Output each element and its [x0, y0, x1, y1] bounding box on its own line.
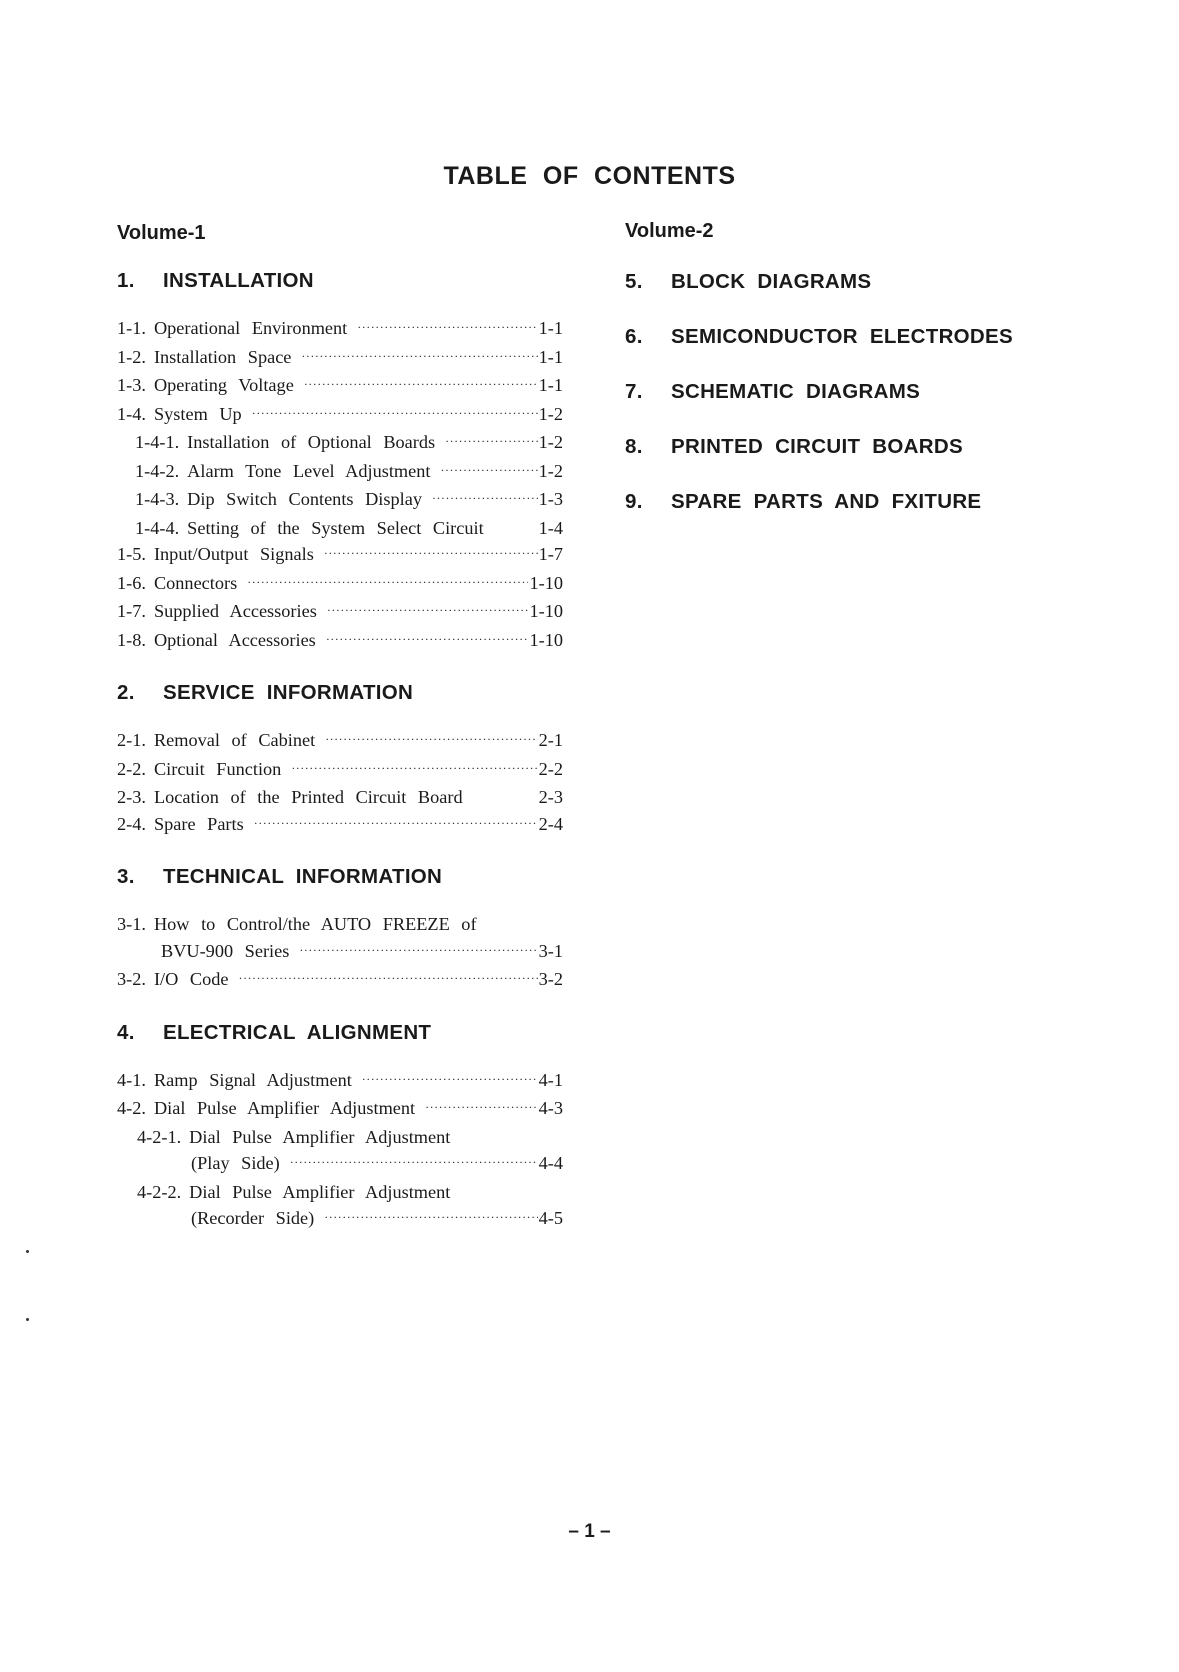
entry-label: Removal of Cabinet [153, 730, 316, 750]
section-number: 2. [117, 681, 135, 704]
entry-number: 1-4-2. [135, 460, 180, 481]
entry-page: 3-1 [538, 940, 563, 961]
toc-subentry-continuation[interactable] [117, 1205, 563, 1234]
section-title: SERVICE INFORMATION [163, 681, 414, 704]
entry-label: Connectors [153, 572, 238, 593]
page-number: – 1 – [568, 1521, 611, 1542]
section-2-heading [117, 681, 577, 705]
entry-label: Operating Voltage [153, 375, 294, 395]
entry-page: 1-1 [538, 318, 563, 338]
entry-page: 4-3 [538, 1098, 563, 1118]
toc-subentry-continuation[interactable] [117, 1150, 563, 1179]
toc-entry[interactable] [117, 1095, 563, 1124]
toc-section-6[interactable] [625, 325, 1085, 349]
entry-label: Spare Parts [153, 813, 244, 834]
dot-leader [254, 810, 538, 837]
toc-subentry-first-line[interactable] [117, 1179, 563, 1206]
section-title: SPARE PARTS AND FXITURE [671, 490, 982, 513]
section-4-heading [117, 1021, 577, 1045]
section-4-entries [117, 1067, 577, 1234]
toc-subentry[interactable] [117, 429, 563, 458]
dot-leader [252, 400, 538, 427]
section-1-heading [117, 269, 577, 293]
entry-page: 1-4 [538, 517, 563, 538]
section-number: 9. [625, 490, 643, 513]
dot-leader [362, 1066, 538, 1093]
toc-subentry-first-line[interactable] [117, 1124, 563, 1151]
entry-page: 4-4 [538, 1153, 563, 1173]
entry-number: 1-3. [117, 375, 146, 395]
dot-leader [304, 371, 538, 398]
entry-label: Optional Accessories [153, 629, 316, 650]
entry-label: Dial Pulse Amplifier Adjustment [189, 1126, 451, 1147]
entry-page: 1-7 [538, 544, 563, 564]
section-2-entries [117, 727, 577, 839]
toc-entry[interactable] [117, 966, 563, 995]
dot-leader [324, 1204, 537, 1231]
toc-entry[interactable] [117, 627, 563, 656]
toc-entry[interactable] [117, 401, 563, 430]
entry-number: 1-1. [117, 318, 146, 338]
entry-number: 2-4. [117, 813, 146, 834]
toc-entry[interactable] [117, 811, 563, 840]
dot-leader [238, 965, 537, 992]
entry-number: 2-1. [117, 730, 146, 750]
entry-number: 4-2-2. [137, 1181, 182, 1202]
entry-number: 1-5. [117, 544, 146, 564]
entry-page: 2-3 [538, 787, 563, 807]
entry-label: Dip Switch Contents Display [187, 489, 422, 509]
entry-page: 4-5 [538, 1208, 563, 1228]
toc-entry-first-line[interactable] [117, 911, 563, 938]
entry-number: 1-8. [117, 629, 146, 650]
toc-entry[interactable] [117, 541, 563, 570]
entry-page: 1-10 [529, 601, 563, 621]
toc-subentry[interactable] [117, 515, 563, 542]
section-number: 5. [625, 270, 643, 293]
toc-subentry[interactable] [117, 486, 563, 515]
section-title: SEMICONDUCTOR ELECTRODES [671, 325, 1013, 348]
entry-label: I/O Code [153, 969, 229, 989]
section-title: PRINTED CIRCUIT BOARDS [671, 435, 963, 458]
scan-speck [26, 1318, 29, 1321]
entry-label: Location of the Printed Circuit Board [153, 787, 463, 807]
entry-label: Circuit Function [153, 758, 282, 779]
entry-label: System Up [153, 403, 242, 424]
entry-number: 1-4-4. [135, 517, 180, 538]
section-3-heading [117, 865, 577, 889]
entry-page: 2-2 [538, 758, 563, 779]
toc-entry-continuation[interactable] [117, 938, 563, 967]
entry-page: 1-10 [529, 629, 563, 650]
volume-2-column [625, 220, 1085, 545]
section-title: INSTALLATION [163, 269, 314, 292]
entry-page: 1-10 [529, 572, 563, 593]
entry-number: 1-4. [117, 403, 146, 424]
toc-entry[interactable] [117, 372, 563, 401]
scan-speck [26, 1250, 29, 1253]
dot-leader [432, 485, 538, 512]
entry-number: 1-6. [117, 572, 146, 593]
entry-page: 1-1 [538, 375, 563, 395]
dot-leader [301, 343, 537, 370]
section-number: 3. [117, 865, 135, 888]
toc-entry[interactable] [117, 344, 563, 373]
dot-leader [357, 314, 537, 341]
dot-leader [326, 626, 529, 653]
toc-section-5[interactable] [625, 270, 1085, 294]
section-number: 1. [117, 269, 135, 292]
toc-entry[interactable] [117, 784, 563, 811]
entry-number: 4-2-1. [137, 1126, 182, 1147]
entry-page: 1-1 [538, 346, 563, 367]
entry-page: 1-2 [538, 460, 563, 481]
toc-entry[interactable] [117, 570, 563, 599]
entry-page: 1-3 [538, 489, 563, 509]
toc-entry[interactable] [117, 598, 563, 627]
entry-label: Dial Pulse Amplifier Adjustment [189, 1181, 451, 1202]
entry-label: Installation Space [153, 346, 292, 367]
section-title: ELECTRICAL ALIGNMENT [163, 1020, 432, 1044]
dot-leader [247, 569, 528, 596]
entry-label-continuation: BVU-900 Series [161, 940, 290, 961]
dot-leader [299, 937, 537, 964]
section-title: SCHEMATIC DIAGRAMS [671, 380, 921, 403]
entry-label: Dial Pulse Amplifier Adjustment [153, 1098, 416, 1118]
entry-label-continuation: (Play Side) [191, 1153, 280, 1173]
entry-number: 2-2. [117, 758, 146, 779]
volume-1-label: Volume-1 [117, 222, 206, 244]
entry-number: 1-4-1. [135, 432, 180, 452]
entry-page: 3-2 [538, 969, 563, 989]
toc-section-7[interactable] [625, 380, 1085, 404]
entry-page: 2-1 [538, 730, 563, 750]
entry-number: 2-3. [117, 787, 146, 807]
entry-label-continuation: (Recorder Side) [191, 1208, 315, 1228]
toc-entry[interactable] [117, 1067, 563, 1096]
dot-leader [324, 540, 538, 567]
entry-label: Input/Output Signals [153, 544, 314, 564]
entry-number: 4-1. [117, 1069, 146, 1090]
entry-number: 3-2. [117, 969, 146, 989]
section-1-entries [117, 315, 577, 655]
toc-section-9[interactable] [625, 490, 1085, 514]
entry-number: 3-1. [117, 914, 146, 934]
dot-leader [425, 1094, 537, 1121]
entry-page: 1-2 [538, 403, 563, 424]
volume-2-label: Volume-2 [625, 220, 714, 242]
toc-section-8[interactable] [625, 435, 1085, 459]
toc-entry[interactable] [117, 315, 563, 344]
entry-number: 1-4-3. [135, 489, 180, 509]
section-number: 4. [117, 1020, 135, 1044]
dot-leader [440, 457, 537, 484]
section-title: TECHNICAL INFORMATION [163, 865, 443, 888]
toc-subentry[interactable] [117, 458, 563, 487]
entry-label: Supplied Accessories [153, 601, 317, 621]
entry-label: Setting of the System Select Circuit [187, 517, 484, 538]
entry-label: How to Control/the AUTO FREEZE of [153, 914, 477, 934]
dot-leader [445, 428, 537, 455]
section-number: 7. [625, 380, 643, 403]
dot-leader [290, 1149, 538, 1176]
toc-entry[interactable] [117, 727, 563, 756]
dot-leader [325, 726, 537, 753]
entry-number: 1-2. [117, 346, 146, 367]
entry-label: Ramp Signal Adjustment [153, 1069, 352, 1090]
entry-page: 2-4 [538, 813, 563, 834]
entry-label: Alarm Tone Level Adjustment [187, 460, 431, 481]
section-number: 8. [625, 435, 643, 458]
entry-page: 1-2 [538, 432, 563, 452]
section-title: BLOCK DIAGRAMS [671, 270, 872, 293]
volume-1-column [117, 222, 577, 1260]
entry-number: 1-7. [117, 601, 146, 621]
entry-label: Installation of Optional Boards [187, 432, 436, 452]
page-title: TABLE OF CONTENTS [443, 162, 736, 190]
entry-label: Operational Environment [153, 318, 348, 338]
dot-leader [291, 755, 537, 782]
entry-number: 4-2. [117, 1098, 146, 1118]
section-number: 6. [625, 325, 643, 348]
section-3-entries [117, 911, 577, 995]
toc-entry[interactable] [117, 756, 563, 785]
entry-page: 4-1 [538, 1069, 563, 1090]
dot-leader [327, 597, 529, 624]
